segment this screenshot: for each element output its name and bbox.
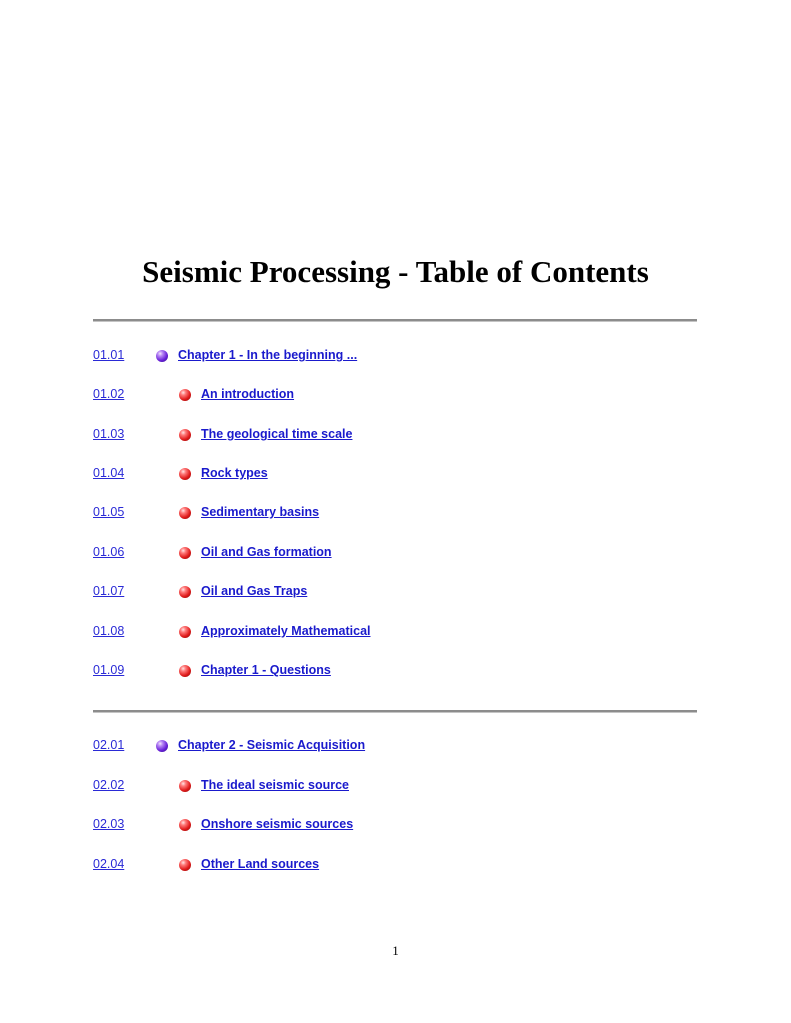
toc-entry-number-link[interactable]: 02.04 (93, 857, 125, 871)
toc-entry-number-link[interactable]: 01.06 (93, 545, 125, 559)
section-divider (93, 319, 697, 322)
toc-row-section (0, 583, 791, 603)
red-ball-icon (179, 507, 191, 519)
toc-entry-number-link[interactable]: 01.07 (93, 584, 125, 598)
toc-entry-number-link[interactable]: 01.02 (93, 387, 125, 401)
red-ball-icon (179, 389, 191, 401)
red-ball-icon (179, 468, 191, 480)
red-ball-icon (179, 429, 191, 441)
toc-section-link[interactable]: Other Land sources (201, 857, 320, 871)
red-ball-icon (179, 819, 191, 831)
toc-row-chapter (0, 347, 791, 367)
red-ball-icon (179, 859, 191, 871)
toc-row-section (0, 816, 791, 836)
toc-section-link[interactable]: Onshore seismic sources (201, 817, 354, 831)
toc-chapter-link[interactable]: Chapter 1 - In the beginning ... (178, 348, 358, 362)
toc-entry-number-link[interactable]: 01.09 (93, 663, 125, 677)
red-ball-icon (179, 780, 191, 792)
toc-entry-number-link[interactable]: 01.01 (93, 348, 125, 362)
toc-entry-number-link[interactable]: 02.02 (93, 778, 125, 792)
toc-row-section (0, 623, 791, 643)
purple-ball-icon (156, 740, 168, 752)
page-title: Seismic Processing - Table of Contents (142, 254, 649, 289)
toc-entry-number-link[interactable]: 01.04 (93, 466, 125, 480)
red-ball-icon (179, 586, 191, 598)
toc-section-link[interactable]: Oil and Gas Traps (201, 584, 308, 598)
toc-row-section (0, 465, 791, 485)
toc-entry-number-link[interactable]: 01.03 (93, 427, 125, 441)
toc-row-section (0, 777, 791, 797)
red-ball-icon (179, 547, 191, 559)
toc-section-link[interactable]: Rock types (201, 466, 268, 480)
toc-entry-number-link[interactable]: 02.01 (93, 738, 125, 752)
red-ball-icon (179, 626, 191, 638)
toc-section-link[interactable]: The geological time scale (201, 427, 353, 441)
toc-row-section (0, 426, 791, 446)
toc-row-section (0, 662, 791, 682)
toc-row-section (0, 544, 791, 564)
toc-section-link[interactable]: Chapter 1 - Questions (201, 663, 331, 677)
page-number: 1 (392, 943, 399, 958)
purple-ball-icon (156, 350, 168, 362)
toc-section-link[interactable]: Oil and Gas formation (201, 545, 332, 559)
toc-chapter-link[interactable]: Chapter 2 - Seismic Acquisition (178, 738, 366, 752)
section-divider (93, 710, 697, 713)
toc-entry-number-link[interactable]: 01.05 (93, 505, 125, 519)
toc-section-link[interactable]: The ideal seismic source (201, 778, 349, 792)
toc-section-link[interactable]: An introduction (201, 387, 295, 401)
toc-section-link[interactable]: Approximately Mathematical (201, 624, 371, 638)
toc-row-chapter (0, 737, 791, 757)
toc-section-link[interactable]: Sedimentary basins (201, 505, 320, 519)
toc-row-section (0, 386, 791, 406)
toc-entry-number-link[interactable]: 01.08 (93, 624, 125, 638)
red-ball-icon (179, 665, 191, 677)
toc-row-section (0, 504, 791, 524)
toc-row-section (0, 856, 791, 876)
toc-entry-number-link[interactable]: 02.03 (93, 817, 125, 831)
